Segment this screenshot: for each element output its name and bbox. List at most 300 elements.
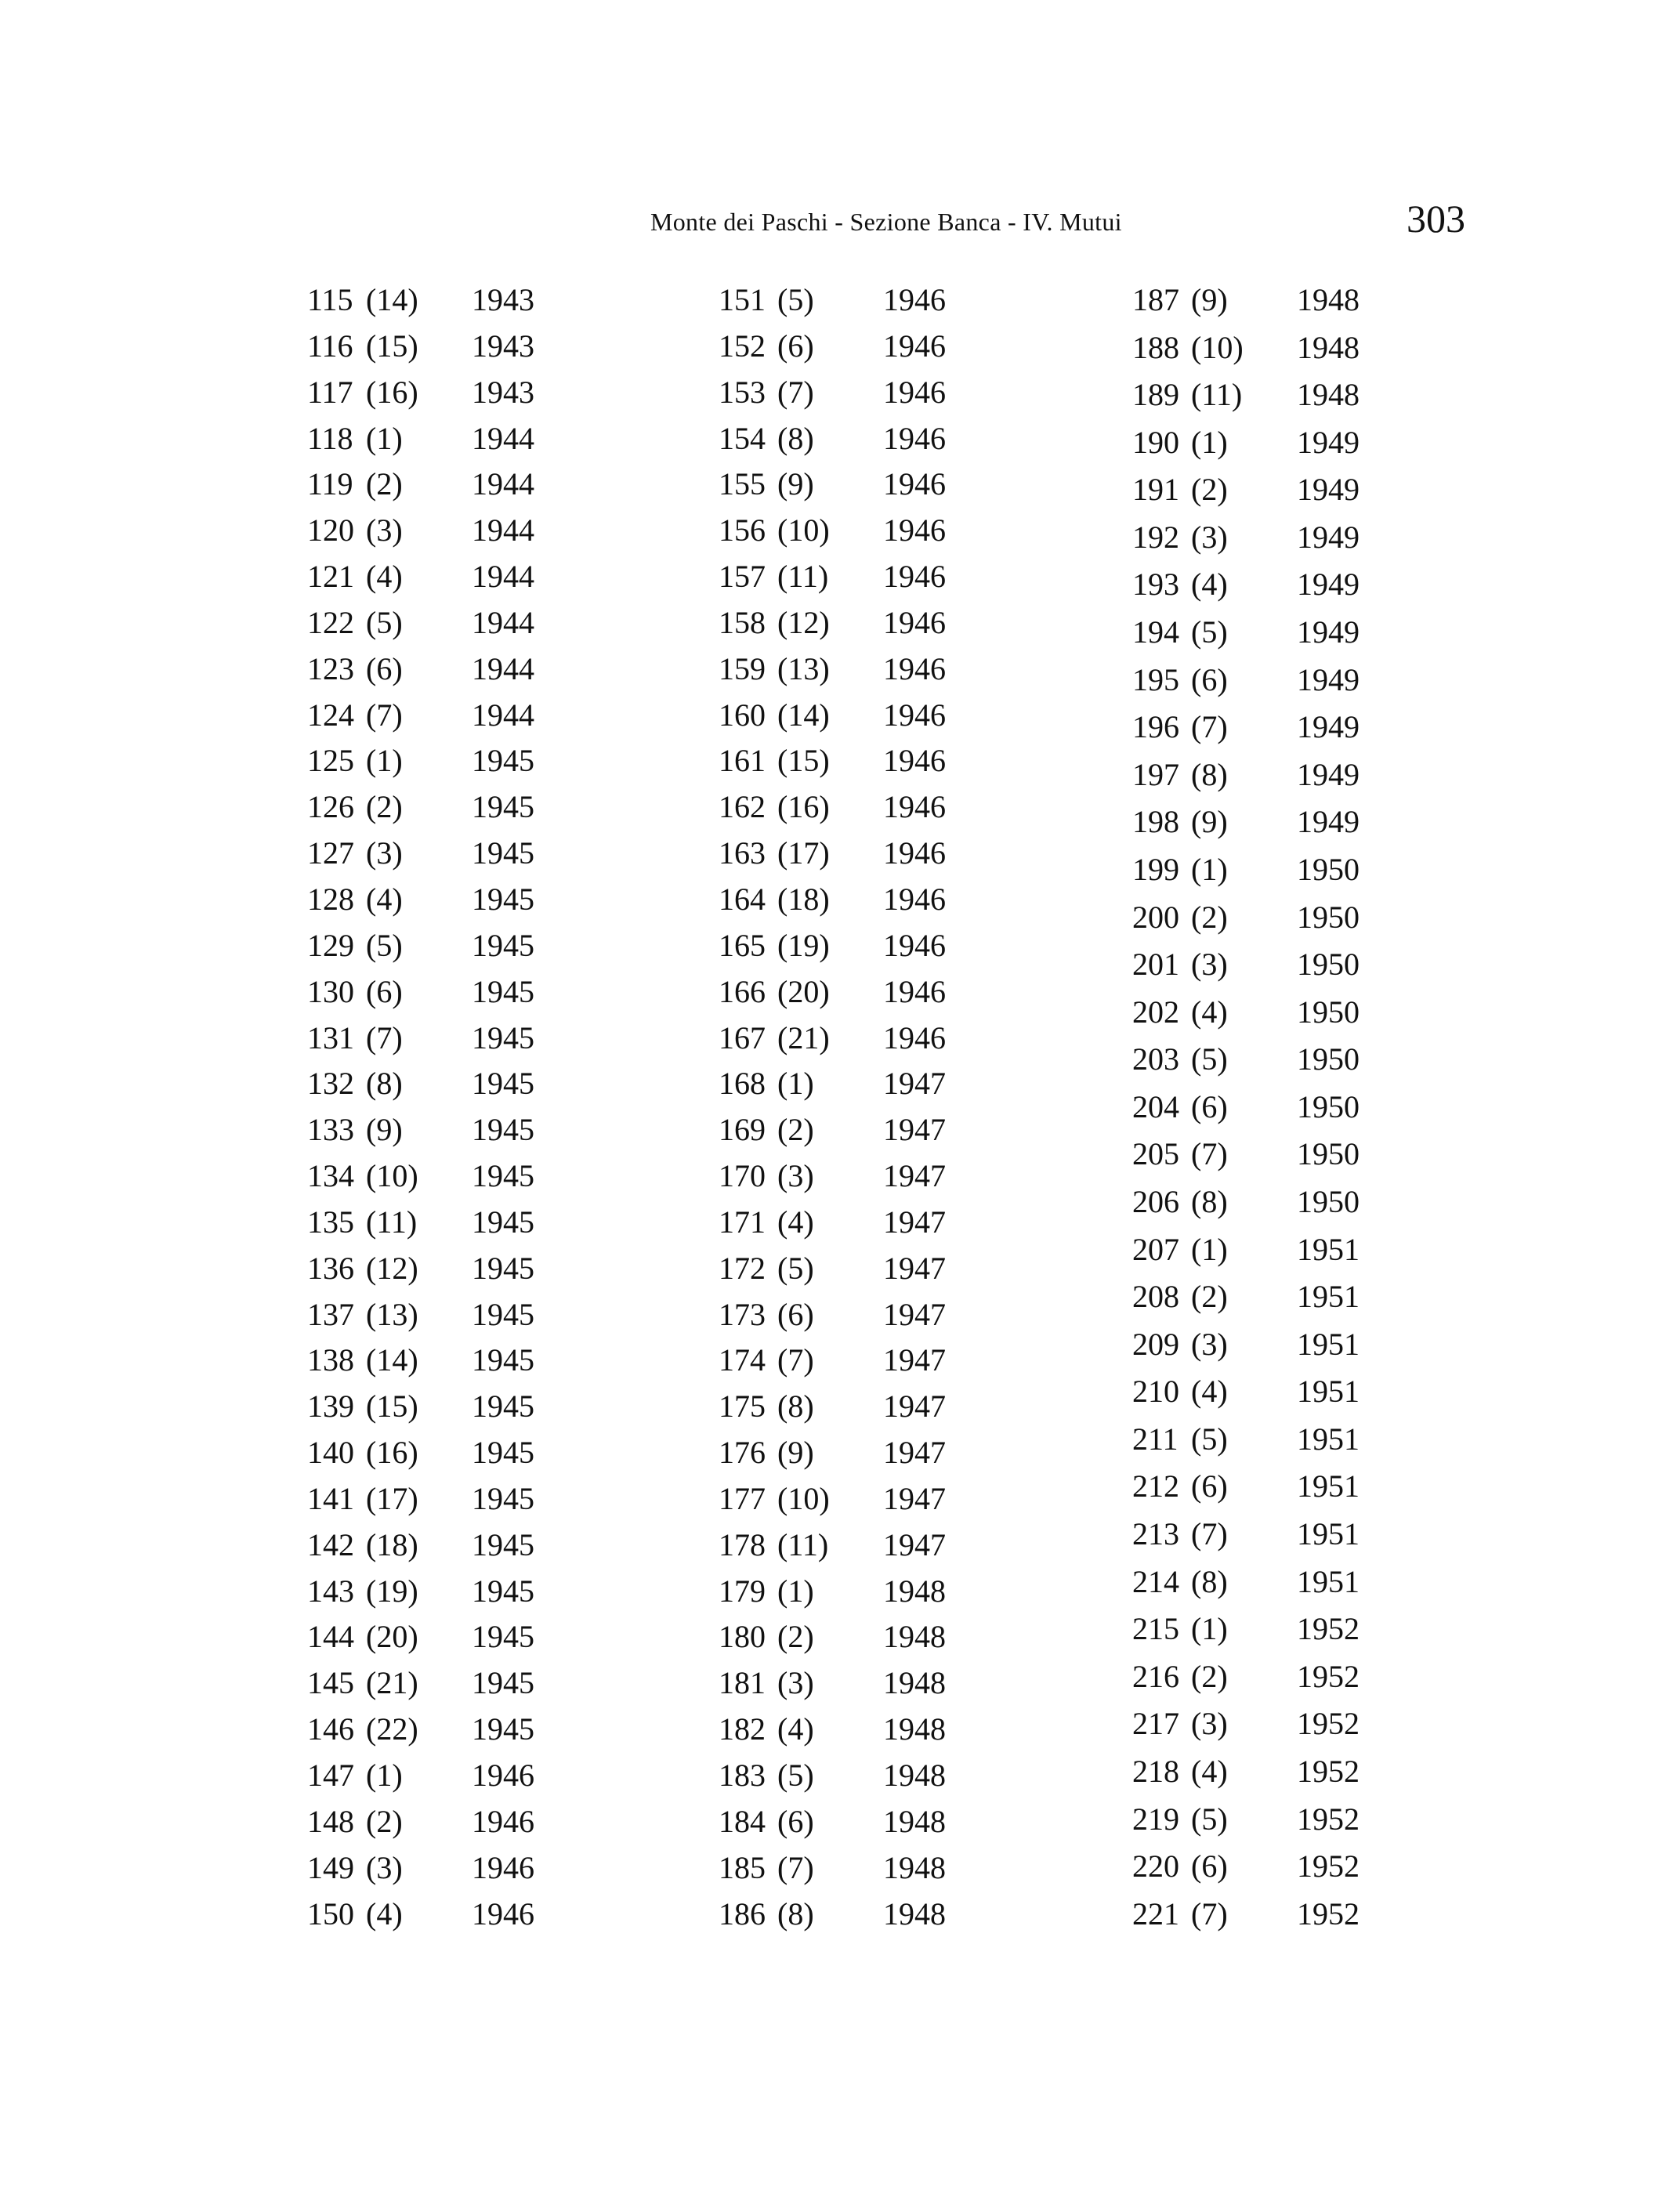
page-number: 303 bbox=[1407, 197, 1465, 241]
index-entry bbox=[719, 373, 1079, 412]
entry-subnumber: (11) bbox=[366, 1204, 418, 1240]
entry-number: 207 bbox=[1132, 1231, 1179, 1267]
entry-number: 204 bbox=[1132, 1088, 1179, 1124]
entry-subnumber: (10) bbox=[777, 1480, 830, 1516]
index-entry bbox=[719, 1802, 1079, 1841]
entry-number: 205 bbox=[1132, 1136, 1179, 1172]
entry-subnumber: (7) bbox=[777, 1849, 814, 1885]
entry-number: 123 bbox=[307, 650, 354, 686]
running-header: Monte dei Paschi - Sezione Banca - IV. Mutui bbox=[650, 208, 1122, 236]
index-entry bbox=[719, 880, 1079, 919]
entry-subnumber: (9) bbox=[1191, 282, 1228, 317]
entry-year: 1946 bbox=[883, 789, 946, 825]
index-entry bbox=[307, 327, 668, 366]
entry-year: 1945 bbox=[472, 973, 534, 1009]
entry-subnumber: (3) bbox=[1191, 947, 1228, 983]
entry-subnumber: (13) bbox=[366, 1296, 418, 1332]
entry-subnumber: (8) bbox=[1191, 756, 1228, 792]
index-entry bbox=[719, 1157, 1079, 1196]
entry-subnumber: (5) bbox=[1191, 1801, 1228, 1837]
entry-subnumber: (10) bbox=[777, 512, 830, 548]
entry-number: 128 bbox=[307, 881, 354, 917]
entry-year: 1948 bbox=[883, 1573, 946, 1609]
entry-subnumber: (9) bbox=[366, 1112, 403, 1148]
entry-year: 1946 bbox=[883, 604, 946, 640]
entry-subnumber: (3) bbox=[1191, 1706, 1228, 1742]
index-entry bbox=[307, 1341, 668, 1380]
index-entry bbox=[1132, 1657, 1493, 1696]
entry-year: 1950 bbox=[1297, 994, 1360, 1030]
entry-subnumber: (7) bbox=[777, 1342, 814, 1378]
entry-year: 1946 bbox=[883, 559, 946, 595]
entry-number: 189 bbox=[1132, 377, 1179, 413]
index-entry bbox=[307, 465, 668, 504]
entry-number: 177 bbox=[719, 1480, 766, 1516]
entry-year: 1949 bbox=[1297, 804, 1360, 840]
entry-subnumber: (7) bbox=[777, 374, 814, 410]
entry-subnumber: (5) bbox=[1191, 614, 1228, 650]
entry-year: 1945 bbox=[472, 1112, 534, 1148]
entry-number: 209 bbox=[1132, 1326, 1179, 1362]
entry-year: 1945 bbox=[472, 1066, 534, 1102]
entry-year: 1948 bbox=[1297, 329, 1360, 365]
entry-year: 1948 bbox=[1297, 377, 1360, 413]
entry-year: 1952 bbox=[1297, 1753, 1360, 1789]
entry-number: 198 bbox=[1132, 804, 1179, 840]
entry-year: 1947 bbox=[883, 1342, 946, 1378]
entry-subnumber: (16) bbox=[366, 1435, 418, 1471]
entry-number: 203 bbox=[1132, 1041, 1179, 1077]
index-entry bbox=[1132, 1467, 1493, 1506]
entry-subnumber: (9) bbox=[1191, 804, 1228, 840]
entry-year: 1950 bbox=[1297, 1183, 1360, 1219]
index-entry bbox=[1132, 470, 1493, 509]
entry-subnumber: (4) bbox=[1191, 1374, 1228, 1410]
entry-number: 190 bbox=[1132, 424, 1179, 460]
entry-subnumber: (5) bbox=[366, 927, 403, 963]
entry-year: 1946 bbox=[883, 697, 946, 733]
entry-subnumber: (3) bbox=[366, 835, 403, 871]
entry-subnumber: (1) bbox=[777, 1573, 814, 1609]
entry-year: 1947 bbox=[883, 1204, 946, 1240]
entry-number: 172 bbox=[719, 1250, 766, 1286]
entry-year: 1951 bbox=[1297, 1468, 1360, 1504]
entry-year: 1951 bbox=[1297, 1279, 1360, 1315]
entry-year: 1943 bbox=[472, 282, 534, 317]
index-entry bbox=[307, 419, 668, 458]
index-entry bbox=[307, 373, 668, 412]
entry-year: 1948 bbox=[883, 1895, 946, 1932]
index-entry bbox=[307, 1572, 668, 1611]
index-entry bbox=[307, 603, 668, 643]
index-entry bbox=[1132, 850, 1493, 889]
entry-subnumber: (4) bbox=[1191, 1753, 1228, 1789]
index-entry bbox=[1132, 1088, 1493, 1127]
entry-subnumber: (13) bbox=[777, 650, 830, 686]
entry-number: 188 bbox=[1132, 329, 1179, 365]
entry-year: 1946 bbox=[472, 1895, 534, 1932]
entry-year: 1946 bbox=[883, 650, 946, 686]
entry-year: 1948 bbox=[883, 1758, 946, 1793]
entry-number: 124 bbox=[307, 697, 354, 733]
entry-number: 164 bbox=[719, 881, 766, 917]
index-entry bbox=[1132, 1704, 1493, 1743]
entry-number: 197 bbox=[1132, 756, 1179, 792]
index-entry bbox=[719, 1756, 1079, 1795]
entry-subnumber: (3) bbox=[777, 1665, 814, 1701]
entry-year: 1945 bbox=[472, 927, 534, 963]
index-entry bbox=[719, 834, 1079, 873]
entry-number: 154 bbox=[719, 420, 766, 456]
entry-year: 1945 bbox=[472, 881, 534, 917]
entry-year: 1945 bbox=[472, 1619, 534, 1655]
entry-number: 147 bbox=[307, 1758, 354, 1793]
index-entry bbox=[719, 1019, 1079, 1058]
entry-year: 1947 bbox=[883, 1066, 946, 1102]
entry-number: 115 bbox=[307, 282, 353, 317]
index-entry bbox=[307, 1756, 668, 1795]
entry-number: 214 bbox=[1132, 1563, 1179, 1599]
entry-subnumber: (6) bbox=[366, 973, 403, 1009]
entry-number: 122 bbox=[307, 604, 354, 640]
entry-subnumber: (14) bbox=[366, 282, 418, 317]
entry-subnumber: (3) bbox=[1191, 519, 1228, 555]
entry-subnumber: (8) bbox=[777, 1895, 814, 1932]
entry-subnumber: (16) bbox=[777, 789, 830, 825]
entry-year: 1945 bbox=[472, 835, 534, 871]
entry-year: 1949 bbox=[1297, 709, 1360, 745]
entry-subnumber: (4) bbox=[366, 559, 403, 595]
entry-subnumber: (7) bbox=[1191, 1895, 1228, 1932]
entry-subnumber: (5) bbox=[777, 1758, 814, 1793]
index-entry bbox=[719, 787, 1079, 827]
index-entry bbox=[719, 1895, 1079, 1934]
entry-year: 1951 bbox=[1297, 1374, 1360, 1410]
entry-subnumber: (1) bbox=[366, 743, 403, 779]
entry-number: 193 bbox=[1132, 567, 1179, 603]
entry-year: 1944 bbox=[472, 604, 534, 640]
index-entry bbox=[1132, 993, 1493, 1032]
index-entry bbox=[307, 880, 668, 919]
entry-number: 181 bbox=[719, 1665, 766, 1701]
entry-subnumber: (17) bbox=[366, 1480, 418, 1516]
entry-number: 200 bbox=[1132, 899, 1179, 935]
entry-number: 117 bbox=[307, 374, 353, 410]
entry-subnumber: (7) bbox=[1191, 1516, 1228, 1552]
entry-year: 1944 bbox=[472, 420, 534, 456]
entry-number: 153 bbox=[719, 374, 766, 410]
entry-year: 1946 bbox=[883, 466, 946, 502]
entry-year: 1944 bbox=[472, 650, 534, 686]
index-entry bbox=[1132, 945, 1493, 984]
entry-subnumber: (9) bbox=[777, 466, 814, 502]
entry-number: 202 bbox=[1132, 994, 1179, 1030]
index-entry bbox=[719, 557, 1079, 596]
index-column-3 bbox=[1132, 281, 1493, 1934]
index-entry bbox=[1132, 1325, 1493, 1364]
index-entry bbox=[1132, 613, 1493, 652]
entry-year: 1946 bbox=[883, 835, 946, 871]
entry-subnumber: (8) bbox=[366, 1066, 403, 1102]
entry-subnumber: (2) bbox=[366, 789, 403, 825]
entry-number: 213 bbox=[1132, 1516, 1179, 1552]
entry-subnumber: (17) bbox=[777, 835, 830, 871]
entry-number: 192 bbox=[1132, 519, 1179, 555]
entry-year: 1947 bbox=[883, 1112, 946, 1148]
entry-subnumber: (15) bbox=[777, 743, 830, 779]
index-entry bbox=[307, 1295, 668, 1334]
entry-number: 208 bbox=[1132, 1279, 1179, 1315]
entry-year: 1947 bbox=[883, 1526, 946, 1562]
entry-subnumber: (8) bbox=[777, 1388, 814, 1425]
entry-number: 221 bbox=[1132, 1895, 1179, 1932]
entry-number: 173 bbox=[719, 1296, 766, 1332]
entry-year: 1945 bbox=[472, 1480, 534, 1516]
entry-year: 1945 bbox=[472, 789, 534, 825]
entry-year: 1946 bbox=[883, 282, 946, 317]
entry-number: 220 bbox=[1132, 1848, 1179, 1884]
index-entry bbox=[307, 1710, 668, 1749]
index-entry bbox=[307, 281, 668, 320]
entry-subnumber: (20) bbox=[777, 973, 830, 1009]
entry-subnumber: (15) bbox=[366, 1388, 418, 1425]
index-entry bbox=[719, 1479, 1079, 1519]
index-entry bbox=[1132, 423, 1493, 462]
entry-number: 134 bbox=[307, 1158, 354, 1194]
entry-year: 1945 bbox=[472, 1158, 534, 1194]
index-entry bbox=[719, 1341, 1079, 1380]
index-entry bbox=[1132, 1562, 1493, 1602]
entry-number: 174 bbox=[719, 1342, 766, 1378]
index-entry bbox=[307, 557, 668, 596]
index-entry bbox=[307, 972, 668, 1012]
index-entry bbox=[719, 1526, 1079, 1565]
entry-number: 206 bbox=[1132, 1183, 1179, 1219]
entry-number: 151 bbox=[719, 282, 766, 317]
entry-number: 196 bbox=[1132, 709, 1179, 745]
index-entry bbox=[307, 1019, 668, 1058]
entry-subnumber: (19) bbox=[366, 1573, 418, 1609]
index-entry bbox=[719, 1110, 1079, 1149]
entry-year: 1943 bbox=[472, 374, 534, 410]
entry-number: 167 bbox=[719, 1019, 766, 1055]
entry-subnumber: (7) bbox=[366, 1019, 403, 1055]
entry-year: 1946 bbox=[883, 512, 946, 548]
entry-number: 212 bbox=[1132, 1468, 1179, 1504]
index-entry bbox=[1132, 1182, 1493, 1222]
entry-subnumber: (14) bbox=[366, 1342, 418, 1378]
entry-number: 138 bbox=[307, 1342, 354, 1378]
index-entry bbox=[719, 511, 1079, 550]
entry-number: 195 bbox=[1132, 661, 1179, 697]
index-entry bbox=[1132, 328, 1493, 367]
entry-subnumber: (7) bbox=[366, 697, 403, 733]
index-entry bbox=[307, 787, 668, 827]
entry-subnumber: (8) bbox=[1191, 1183, 1228, 1219]
entry-year: 1944 bbox=[472, 466, 534, 502]
index-entry bbox=[719, 1664, 1079, 1703]
index-entry bbox=[307, 1895, 668, 1934]
entry-year: 1949 bbox=[1297, 519, 1360, 555]
entry-subnumber: (4) bbox=[777, 1711, 814, 1747]
entry-year: 1945 bbox=[472, 1296, 534, 1332]
index-entry bbox=[1132, 1609, 1493, 1649]
entry-subnumber: (2) bbox=[366, 1803, 403, 1839]
entry-number: 159 bbox=[719, 650, 766, 686]
entry-year: 1952 bbox=[1297, 1895, 1360, 1932]
entry-year: 1946 bbox=[883, 328, 946, 364]
entry-year: 1952 bbox=[1297, 1706, 1360, 1742]
entry-subnumber: (18) bbox=[366, 1526, 418, 1562]
entry-year: 1948 bbox=[1297, 282, 1360, 317]
index-entry bbox=[719, 1617, 1079, 1656]
entry-number: 215 bbox=[1132, 1611, 1179, 1647]
entry-year: 1948 bbox=[883, 1803, 946, 1839]
entry-subnumber: (2) bbox=[1191, 1279, 1228, 1315]
entry-subnumber: (4) bbox=[366, 881, 403, 917]
entry-subnumber: (3) bbox=[366, 512, 403, 548]
index-entry bbox=[307, 1479, 668, 1519]
entry-number: 171 bbox=[719, 1204, 766, 1240]
entry-year: 1948 bbox=[883, 1849, 946, 1885]
entry-year: 1950 bbox=[1297, 1041, 1360, 1077]
entry-number: 137 bbox=[307, 1296, 354, 1332]
entry-year: 1952 bbox=[1297, 1611, 1360, 1647]
entry-subnumber: (15) bbox=[366, 328, 418, 364]
entry-year: 1946 bbox=[472, 1758, 534, 1793]
entry-year: 1947 bbox=[883, 1480, 946, 1516]
index-entry bbox=[719, 741, 1079, 780]
entry-number: 143 bbox=[307, 1573, 354, 1609]
entry-subnumber: (18) bbox=[777, 881, 830, 917]
entry-subnumber: (9) bbox=[777, 1435, 814, 1471]
index-entry bbox=[1132, 661, 1493, 700]
entry-number: 194 bbox=[1132, 614, 1179, 650]
entry-number: 186 bbox=[719, 1895, 766, 1932]
entry-number: 149 bbox=[307, 1849, 354, 1885]
entry-number: 179 bbox=[719, 1573, 766, 1609]
index-entry bbox=[307, 1110, 668, 1149]
entry-number: 199 bbox=[1132, 851, 1179, 887]
entry-subnumber: (21) bbox=[366, 1665, 418, 1701]
index-entry bbox=[307, 650, 668, 689]
entry-subnumber: (1) bbox=[366, 420, 403, 456]
index-entry bbox=[1132, 1230, 1493, 1269]
entry-year: 1950 bbox=[1297, 851, 1360, 887]
entry-subnumber: (2) bbox=[777, 1619, 814, 1655]
index-entry bbox=[1132, 1372, 1493, 1411]
index-entry bbox=[307, 511, 668, 550]
entry-subnumber: (6) bbox=[1191, 1088, 1228, 1124]
entry-number: 126 bbox=[307, 789, 354, 825]
index-entry bbox=[719, 1387, 1079, 1426]
entry-year: 1951 bbox=[1297, 1563, 1360, 1599]
entry-subnumber: (2) bbox=[777, 1112, 814, 1148]
entry-number: 161 bbox=[719, 743, 766, 779]
index-entry bbox=[1132, 518, 1493, 557]
entry-year: 1949 bbox=[1297, 756, 1360, 792]
entry-subnumber: (12) bbox=[777, 604, 830, 640]
entry-year: 1950 bbox=[1297, 899, 1360, 935]
entry-subnumber: (5) bbox=[1191, 1421, 1228, 1457]
entry-year: 1947 bbox=[883, 1296, 946, 1332]
entry-number: 136 bbox=[307, 1250, 354, 1286]
index-entry bbox=[307, 1802, 668, 1841]
entry-number: 175 bbox=[719, 1388, 766, 1425]
entry-year: 1948 bbox=[883, 1711, 946, 1747]
index-entry bbox=[307, 1848, 668, 1888]
entry-year: 1945 bbox=[472, 1711, 534, 1747]
index-entry bbox=[719, 1295, 1079, 1334]
entry-number: 135 bbox=[307, 1204, 354, 1240]
entry-year: 1949 bbox=[1297, 472, 1360, 508]
entry-year: 1949 bbox=[1297, 614, 1360, 650]
index-column-2 bbox=[719, 281, 1079, 1934]
entry-year: 1946 bbox=[883, 927, 946, 963]
entry-subnumber: (1) bbox=[1191, 1611, 1228, 1647]
entry-subnumber: (20) bbox=[366, 1619, 418, 1655]
entry-number: 139 bbox=[307, 1388, 354, 1425]
entry-subnumber: (2) bbox=[1191, 899, 1228, 935]
index-entry bbox=[719, 1710, 1079, 1749]
entry-subnumber: (6) bbox=[1191, 1468, 1228, 1504]
entry-subnumber: (5) bbox=[1191, 1041, 1228, 1077]
entry-number: 191 bbox=[1132, 472, 1179, 508]
entry-subnumber: (1) bbox=[366, 1758, 403, 1793]
entry-year: 1950 bbox=[1297, 947, 1360, 983]
index-entry bbox=[719, 972, 1079, 1012]
entry-number: 132 bbox=[307, 1066, 354, 1102]
index-entry bbox=[307, 1617, 668, 1656]
entry-number: 165 bbox=[719, 927, 766, 963]
entry-subnumber: (4) bbox=[777, 1204, 814, 1240]
entry-number: 116 bbox=[307, 328, 353, 364]
entry-number: 162 bbox=[719, 789, 766, 825]
entry-year: 1949 bbox=[1297, 567, 1360, 603]
entry-number: 176 bbox=[719, 1435, 766, 1471]
entry-subnumber: (3) bbox=[1191, 1326, 1228, 1362]
entry-subnumber: (6) bbox=[366, 650, 403, 686]
entry-year: 1945 bbox=[472, 1526, 534, 1562]
index-entry bbox=[719, 465, 1079, 504]
entry-number: 183 bbox=[719, 1758, 766, 1793]
index-entry bbox=[307, 1249, 668, 1288]
entry-number: 158 bbox=[719, 604, 766, 640]
entry-number: 217 bbox=[1132, 1706, 1179, 1742]
entry-year: 1945 bbox=[472, 1435, 534, 1471]
entry-subnumber: (21) bbox=[777, 1019, 830, 1055]
entry-number: 156 bbox=[719, 512, 766, 548]
entry-year: 1945 bbox=[472, 1250, 534, 1286]
entry-subnumber: (6) bbox=[777, 1296, 814, 1332]
entry-year: 1946 bbox=[883, 1019, 946, 1055]
entry-number: 121 bbox=[307, 559, 354, 595]
entry-number: 125 bbox=[307, 743, 354, 779]
entry-subnumber: (10) bbox=[1191, 329, 1244, 365]
entry-year: 1945 bbox=[472, 1388, 534, 1425]
entry-year: 1945 bbox=[472, 1019, 534, 1055]
entry-subnumber: (11) bbox=[1191, 377, 1243, 413]
entry-number: 119 bbox=[307, 466, 353, 502]
entry-number: 168 bbox=[719, 1066, 766, 1102]
entry-subnumber: (4) bbox=[1191, 994, 1228, 1030]
entry-number: 201 bbox=[1132, 947, 1179, 983]
entry-number: 142 bbox=[307, 1526, 354, 1562]
entry-subnumber: (8) bbox=[1191, 1563, 1228, 1599]
entry-subnumber: (6) bbox=[777, 328, 814, 364]
entry-number: 163 bbox=[719, 835, 766, 871]
index-entry bbox=[719, 327, 1079, 366]
